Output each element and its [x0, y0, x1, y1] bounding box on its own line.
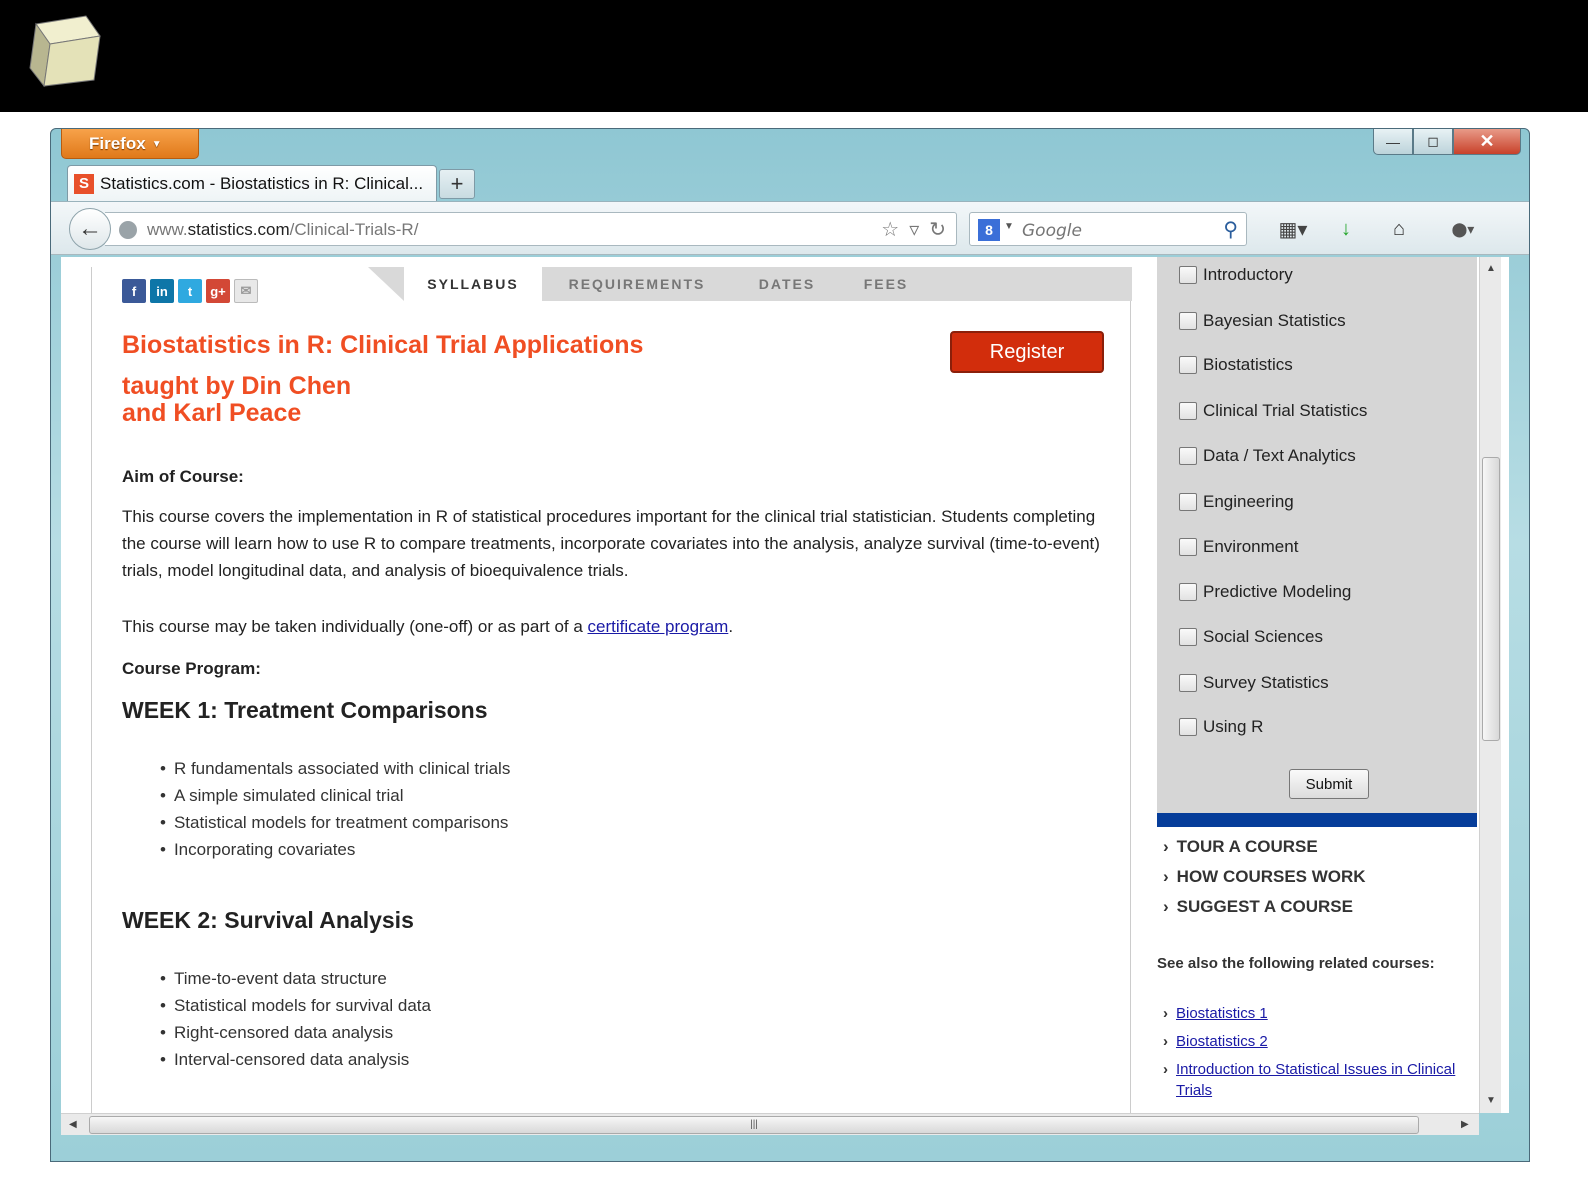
firefox-menu-button[interactable]	[61, 129, 199, 159]
checkbox[interactable]	[1179, 493, 1197, 511]
horizontal-scrollbar[interactable]	[61, 1113, 1479, 1135]
close-button[interactable]: ✕	[1453, 129, 1521, 155]
week-1-list	[160, 755, 510, 863]
link-label: TOUR A COURSE	[1176, 837, 1318, 856]
chevron-right-icon: ›	[1163, 837, 1169, 856]
filter-label: Biostatistics	[1203, 355, 1293, 374]
adblock-icon[interactable]: ⬤▾	[1451, 220, 1475, 237]
chevron-down-icon[interactable]: ▼	[1004, 221, 1014, 232]
browser-tab-active[interactable]	[67, 165, 437, 201]
twitter-icon[interactable]: t	[178, 279, 202, 303]
filter-label: Social Sciences	[1203, 627, 1324, 646]
program-heading: Course Program:	[122, 659, 261, 678]
filter-bayesian-statistics[interactable]	[1179, 311, 1346, 331]
course-instructors	[122, 373, 351, 427]
horizontal-scroll-thumb[interactable]: |||	[89, 1116, 1419, 1134]
certificate-prefix: This course may be taken individually (one-off) or as part of a	[122, 617, 588, 636]
checkbox[interactable]	[1179, 628, 1197, 646]
instructors-line-1: taught by Din Chen	[122, 372, 352, 400]
chevron-right-icon: ›	[1163, 1033, 1168, 1050]
list-item: • Incorporating covariates	[160, 836, 510, 863]
filter-biostatistics[interactable]	[1179, 355, 1293, 375]
week-1-title: WEEK 1: Treatment Comparisons	[122, 697, 488, 723]
tab-title: Statistics.com - Biostatistics in R: Clinical...	[100, 173, 424, 193]
filter-survey-statistics[interactable]	[1179, 673, 1329, 693]
linkedin-icon[interactable]: in	[150, 279, 174, 303]
filter-label: Data / Text Analytics	[1203, 446, 1356, 465]
checkbox[interactable]	[1179, 312, 1197, 330]
back-button[interactable]	[69, 208, 111, 250]
aim-text: This course covers the implementation in R of statistical procedures important for the clinical trial statistician. Students completing the course will learn how to use R to compare treatments, incorporate covariates into the analysis, analyze survival (time-to-event) trials, model longitudinal data, and analysis of bioequivalence trials.	[122, 507, 1100, 580]
category-filter	[1157, 257, 1477, 813]
instructors-line-2: and Karl Peace	[122, 399, 302, 427]
submit-button[interactable]: Submit	[1289, 769, 1369, 799]
chevron-down-icon: ▼	[151, 139, 162, 150]
related-course	[1163, 1031, 1479, 1052]
filter-using-r[interactable]	[1179, 717, 1263, 737]
tour-a-course-link[interactable]	[1163, 837, 1318, 857]
firefox-label: Firefox	[89, 134, 146, 153]
scroll-right-icon[interactable]: ▶	[1461, 1119, 1469, 1130]
list-item: • Statistical models for survival data	[160, 992, 431, 1019]
url-prefix: www.	[147, 220, 188, 239]
how-courses-work-link[interactable]	[1163, 867, 1366, 887]
related-course-link[interactable]: Introduction to Statistical Issues in Clinical Trials	[1176, 1061, 1456, 1099]
filter-clinical-trial-statistics[interactable]	[1179, 401, 1367, 421]
checkbox[interactable]	[1179, 718, 1197, 736]
divider	[1157, 813, 1477, 827]
bookmark-star-icon[interactable]: ☆	[881, 219, 900, 241]
share-icons	[122, 279, 258, 303]
new-tab-button[interactable]: +	[439, 169, 475, 199]
url-bar-icons	[881, 217, 946, 242]
url-bar[interactable]	[105, 212, 957, 246]
certificate-text	[122, 613, 733, 640]
list-item: • Right-censored data analysis	[160, 1019, 431, 1046]
scroll-left-icon[interactable]: ◀	[69, 1119, 77, 1130]
navigation-bar	[51, 201, 1530, 255]
related-course	[1163, 1059, 1479, 1101]
history-dropdown-icon[interactable]: ▿	[909, 219, 920, 241]
filter-label: Using R	[1203, 717, 1264, 736]
related-course-link[interactable]: Biostatistics 1	[1176, 1005, 1268, 1022]
reload-icon[interactable]: ↻	[929, 219, 946, 241]
filter-introductory[interactable]	[1179, 265, 1293, 285]
certificate-program-link[interactable]: certificate program	[587, 617, 729, 636]
chevron-right-icon: ›	[1163, 1005, 1168, 1022]
checkbox[interactable]	[1179, 674, 1197, 692]
filter-predictive-modeling[interactable]	[1179, 582, 1351, 602]
related-course	[1163, 1003, 1479, 1024]
search-bar[interactable]	[969, 212, 1247, 246]
home-icon[interactable]: ⌂	[1392, 217, 1406, 240]
tab-fees[interactable]: FEES	[863, 276, 909, 292]
suggest-a-course-link[interactable]	[1163, 897, 1353, 917]
filter-label: Engineering	[1203, 492, 1294, 511]
checkbox[interactable]	[1179, 583, 1197, 601]
filter-social-sciences[interactable]	[1179, 627, 1323, 647]
slide-header	[0, 0, 1588, 112]
filter-data-text-analytics[interactable]	[1179, 446, 1356, 466]
minimize-button[interactable]: —	[1373, 129, 1413, 155]
filter-label: Bayesian Statistics	[1203, 311, 1346, 330]
window-controls	[1373, 129, 1521, 157]
email-icon[interactable]: ✉	[234, 279, 258, 303]
filter-label: Environment	[1203, 537, 1299, 556]
sidebar	[1157, 257, 1477, 1113]
tab-dates[interactable]: DATES	[758, 276, 816, 292]
checkbox[interactable]	[1179, 356, 1197, 374]
list-item: • R fundamentals associated with clinical trials	[160, 755, 510, 782]
certificate-end: .	[728, 617, 734, 636]
vertical-scrollbar[interactable]	[1479, 257, 1501, 1113]
tab-syllabus[interactable]: SYLLABUS	[404, 267, 542, 301]
list-item: • Interval-censored data analysis	[160, 1046, 431, 1073]
url-text	[147, 220, 418, 240]
back-arrow-icon: ←	[78, 215, 102, 242]
url-domain: statistics.com	[187, 220, 290, 239]
tabs-notch	[368, 267, 404, 301]
link-label: SUGGEST A COURSE	[1176, 897, 1353, 916]
checkbox[interactable]	[1179, 447, 1197, 465]
cube-icon	[26, 14, 102, 88]
related-heading: See also the following related courses:	[1157, 955, 1435, 972]
related-course-link[interactable]: Biostatistics 2	[1176, 1033, 1268, 1050]
bookmarks-menu-icon[interactable]: ▦▾	[1278, 218, 1308, 241]
register-button[interactable]: Register	[950, 331, 1104, 373]
filter-engineering[interactable]	[1179, 492, 1294, 512]
week-2-list	[160, 965, 431, 1073]
filter-label: Introductory	[1203, 265, 1293, 284]
search-engine-icon[interactable]: 8	[978, 219, 1000, 241]
search-input[interactable]	[1022, 221, 1212, 241]
main-panel	[91, 267, 1131, 1113]
scroll-down-icon[interactable]: ▼	[1486, 1095, 1496, 1106]
course-tabs	[404, 267, 1132, 301]
chevron-right-icon: ›	[1163, 1061, 1168, 1078]
week-2-title: WEEK 2: Survival Analysis	[122, 907, 414, 933]
course-title: Biostatistics in R: Clinical Trial Applications	[122, 331, 644, 359]
checkbox[interactable]	[1179, 402, 1197, 420]
list-item: • Statistical models for treatment comparisons	[160, 809, 510, 836]
download-icon[interactable]: ↓	[1341, 217, 1351, 240]
list-item: • A simple simulated clinical trial	[160, 782, 510, 809]
aim-heading: Aim of Course:	[122, 467, 244, 486]
tab-requirements[interactable]: REQUIREMENTS	[568, 276, 706, 292]
link-label: HOW COURSES WORK	[1176, 867, 1366, 886]
vertical-scroll-thumb[interactable]	[1482, 457, 1500, 741]
checkbox[interactable]	[1179, 538, 1197, 556]
chevron-right-icon: ›	[1163, 897, 1169, 916]
filter-environment[interactable]	[1179, 537, 1298, 557]
favicon-icon: S	[74, 174, 94, 194]
facebook-icon[interactable]: f	[122, 279, 146, 303]
scroll-up-icon[interactable]: ▲	[1486, 263, 1496, 274]
filter-label: Clinical Trial Statistics	[1203, 401, 1368, 420]
checkbox[interactable]	[1179, 266, 1197, 284]
list-item: • Time-to-event data structure	[160, 965, 431, 992]
chevron-right-icon: ›	[1163, 867, 1169, 886]
filter-label: Survey Statistics	[1203, 673, 1329, 692]
maximize-button[interactable]: ◻	[1413, 129, 1453, 155]
filter-label: Predictive Modeling	[1203, 582, 1352, 601]
google-plus-icon[interactable]: g+	[206, 279, 230, 303]
page-content	[61, 257, 1509, 1113]
url-path: /Clinical-Trials-R/	[289, 220, 419, 239]
search-icon[interactable]: ⚲	[1223, 219, 1238, 241]
browser-window	[50, 128, 1530, 1162]
globe-icon	[119, 221, 137, 239]
